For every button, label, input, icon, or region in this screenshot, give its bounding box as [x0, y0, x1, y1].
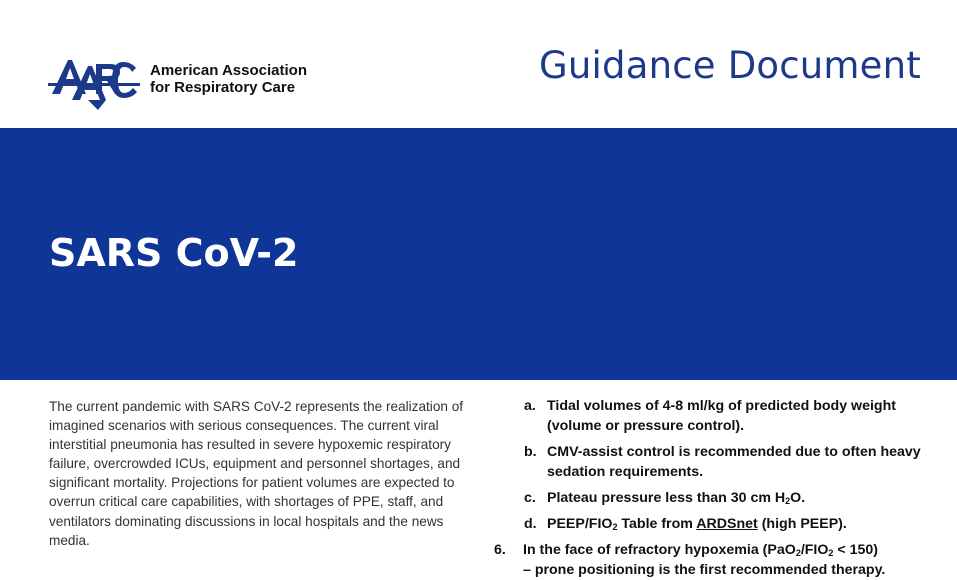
list-item-text: Plateau pressure less than 30 cm H: [547, 490, 786, 506]
list-item-c: [490, 488, 950, 508]
list-item-text-3: < 150): [833, 542, 879, 558]
list-item-text: PEEP/FIO: [547, 516, 613, 532]
organization-name: [150, 62, 307, 96]
recommendations-list: [490, 396, 950, 580]
list-item-d: [490, 514, 950, 534]
org-name-line-2: for Respiratory Care: [150, 79, 296, 96]
list-item-text-mid: Table from: [617, 516, 697, 532]
list-item-6: [490, 540, 950, 580]
subscript: 2: [785, 496, 791, 506]
document-type-heading: Guidance Document: [539, 44, 921, 87]
list-marker: d.: [524, 516, 537, 532]
list-item-text: In the face of refractory hypoxemia (PaO: [523, 542, 796, 558]
page-title: SARS CoV-2: [49, 231, 299, 275]
intro-paragraph: The current pandemic with SARS CoV-2 represents the realization of imagined scenarios with serious consequences. The current viral interstitial pneumonia has resulted in severe hypoxemic respiratory failure, overcrowded ICUs, equipment and personnel shortages, and significant mortality. Projections for patient volumes are expected to overrun critical care capabilities, with shortages of PPE, staff, and ventilators dominating discussions in local hospitals and the news media.: [49, 399, 464, 548]
list-number: 6.: [494, 542, 506, 558]
title-banner: [0, 128, 957, 380]
list-item-a: [490, 396, 950, 436]
list-item-text-2: /FIO: [800, 542, 829, 558]
list-item-b: [490, 442, 950, 482]
list-item-text-line-2: – prone positioning is the first recommended therapy.: [523, 562, 886, 578]
subscript: 2: [612, 522, 618, 532]
ardsnet-link[interactable]: ARDSnet: [696, 516, 758, 532]
page-header: [0, 0, 957, 128]
list-item-text-end: O.: [790, 490, 806, 506]
org-name-line-1: American Association: [150, 62, 307, 79]
list-item-text: CMV-assist control is recommended due to often heavy sedation requirements.: [547, 444, 921, 480]
list-marker: a.: [524, 398, 536, 414]
list-item-text: Tidal volumes of 4-8 ml/kg of predicted body weight (volume or pressure control).: [547, 398, 896, 434]
list-marker: b.: [524, 444, 537, 460]
list-item-text-end: (high PEEP).: [757, 516, 847, 532]
subscript: 2: [795, 548, 801, 558]
subscript: 2: [828, 548, 834, 558]
list-marker: c.: [524, 490, 536, 506]
aarc-logo: [48, 50, 140, 112]
